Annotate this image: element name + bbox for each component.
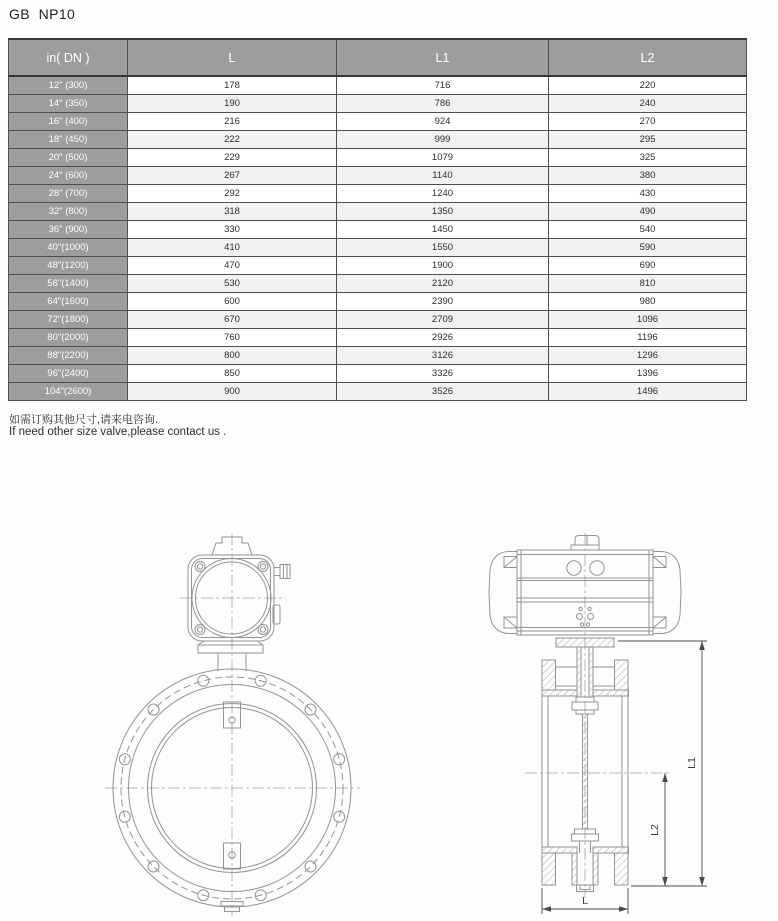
- dim-label-l1: L1: [686, 757, 698, 769]
- row-header-cell: 56"(1400): [9, 275, 128, 293]
- row-header-cell: 48"(1200): [9, 257, 128, 275]
- value-cell: 178: [128, 76, 337, 95]
- value-cell: 190: [128, 95, 337, 113]
- row-header-cell: 64"(1600): [9, 293, 128, 311]
- valve-stem: [572, 647, 599, 853]
- value-cell: 786: [337, 95, 549, 113]
- table-row: [9, 293, 747, 311]
- table-row: [9, 239, 747, 257]
- row-header-cell: 88"(2200): [9, 347, 128, 365]
- page-title: GB NP10: [9, 6, 76, 22]
- value-cell: 1550: [337, 239, 549, 257]
- row-header-cell: 96"(2400): [9, 365, 128, 383]
- note-chinese: 如需订购其他尺寸,请来电咨询.: [9, 414, 159, 426]
- bottom-plug: [221, 902, 243, 912]
- actuator-mounting-plate: [556, 638, 614, 647]
- row-header-cell: 14" (350): [9, 95, 128, 113]
- dimension-table: [8, 38, 747, 401]
- value-cell: 3126: [337, 347, 549, 365]
- value-cell: 220: [549, 76, 747, 95]
- value-cell: 216: [128, 113, 337, 131]
- row-header-cell: 18" (450): [9, 131, 128, 149]
- table-row: [9, 149, 747, 167]
- value-cell: 924: [337, 113, 549, 131]
- value-cell: 1296: [549, 347, 747, 365]
- value-cell: 2709: [337, 311, 549, 329]
- value-cell: 330: [128, 221, 337, 239]
- table-row: [9, 203, 747, 221]
- mounting-neck-front: [198, 641, 263, 671]
- value-cell: 2926: [337, 329, 549, 347]
- row-header-cell: 80"(2000): [9, 329, 128, 347]
- dimension-l1: [699, 641, 705, 886]
- table-header: [9, 39, 747, 76]
- air-ports-side: [567, 561, 604, 575]
- value-cell: 900: [128, 383, 337, 401]
- value-cell: 2120: [337, 275, 549, 293]
- table-row: [9, 311, 747, 329]
- row-header-cell: 20" (500): [9, 149, 128, 167]
- air-port-fitting: [274, 565, 290, 579]
- table-row: [9, 257, 747, 275]
- value-cell: 810: [549, 275, 747, 293]
- row-header-cell: 104"(2600): [9, 383, 128, 401]
- value-cell: 999: [337, 131, 549, 149]
- value-cell: 1350: [337, 203, 549, 221]
- value-cell: 295: [549, 131, 747, 149]
- table-row: [9, 329, 747, 347]
- row-header-cell: 16" (400): [9, 113, 128, 131]
- actuator-right-end-cap: [653, 552, 681, 634]
- note-english: If need other size valve,please contact us .: [9, 426, 227, 438]
- row-header-cell: 72"(1800): [9, 311, 128, 329]
- valve-side-view-drawing: [489, 533, 681, 898]
- row-header-cell: 24" (600): [9, 167, 128, 185]
- value-cell: 716: [337, 76, 549, 95]
- table-body: [9, 76, 747, 401]
- table-row: [9, 221, 747, 239]
- row-header-cell: 12" (300): [9, 76, 128, 95]
- value-cell: 3526: [337, 383, 549, 401]
- value-cell: 600: [128, 293, 337, 311]
- value-cell: 980: [549, 293, 747, 311]
- value-cell: 540: [549, 221, 747, 239]
- technical-drawings: [0, 490, 778, 921]
- value-cell: 490: [549, 203, 747, 221]
- dimension-l2: [662, 773, 668, 886]
- value-cell: 229: [128, 149, 337, 167]
- value-cell: 1496: [549, 383, 747, 401]
- value-cell: 1900: [337, 257, 549, 275]
- value-cell: 430: [549, 185, 747, 203]
- value-cell: 1079: [337, 149, 549, 167]
- valve-front-view-drawing: [105, 533, 360, 916]
- value-cell: 1096: [549, 311, 747, 329]
- value-cell: 410: [128, 239, 337, 257]
- table-row: [9, 131, 747, 149]
- column-header-l1: L1: [337, 39, 549, 76]
- value-cell: 1450: [337, 221, 549, 239]
- value-cell: 325: [549, 149, 747, 167]
- actuator-left-end-cap: [489, 552, 517, 634]
- column-header-dn: in( DN ): [9, 39, 128, 76]
- row-header-cell: 36" (900): [9, 221, 128, 239]
- value-cell: 318: [128, 203, 337, 221]
- value-cell: 267: [128, 167, 337, 185]
- table-row: [9, 185, 747, 203]
- value-cell: 1140: [337, 167, 549, 185]
- value-cell: 240: [549, 95, 747, 113]
- value-cell: 590: [549, 239, 747, 257]
- table-row: [9, 76, 747, 95]
- row-header-cell: 40"(1000): [9, 239, 128, 257]
- table-row: [9, 113, 747, 131]
- value-cell: 530: [128, 275, 337, 293]
- value-cell: 1240: [337, 185, 549, 203]
- value-cell: 470: [128, 257, 337, 275]
- value-cell: 2390: [337, 293, 549, 311]
- column-header-l: L: [128, 39, 337, 76]
- column-header-l2: L2: [549, 39, 747, 76]
- value-cell: 222: [128, 131, 337, 149]
- dim-label-l2: L2: [649, 824, 661, 836]
- row-header-cell: 28" (700): [9, 185, 128, 203]
- value-cell: 3326: [337, 365, 549, 383]
- table-row: [9, 275, 747, 293]
- value-cell: 380: [549, 167, 747, 185]
- value-cell: 800: [128, 347, 337, 365]
- table-row: [9, 167, 747, 185]
- value-cell: 1196: [549, 329, 747, 347]
- value-cell: 760: [128, 329, 337, 347]
- table-row: [9, 347, 747, 365]
- value-cell: 270: [549, 113, 747, 131]
- value-cell: 670: [128, 311, 337, 329]
- table-row: [9, 365, 747, 383]
- table-row: [9, 383, 747, 401]
- value-cell: 690: [549, 257, 747, 275]
- dim-label-l: L: [582, 895, 588, 907]
- value-cell: 292: [128, 185, 337, 203]
- value-cell: 1396: [549, 365, 747, 383]
- table-row: [9, 95, 747, 113]
- value-cell: 850: [128, 365, 337, 383]
- row-header-cell: 32" (800): [9, 203, 128, 221]
